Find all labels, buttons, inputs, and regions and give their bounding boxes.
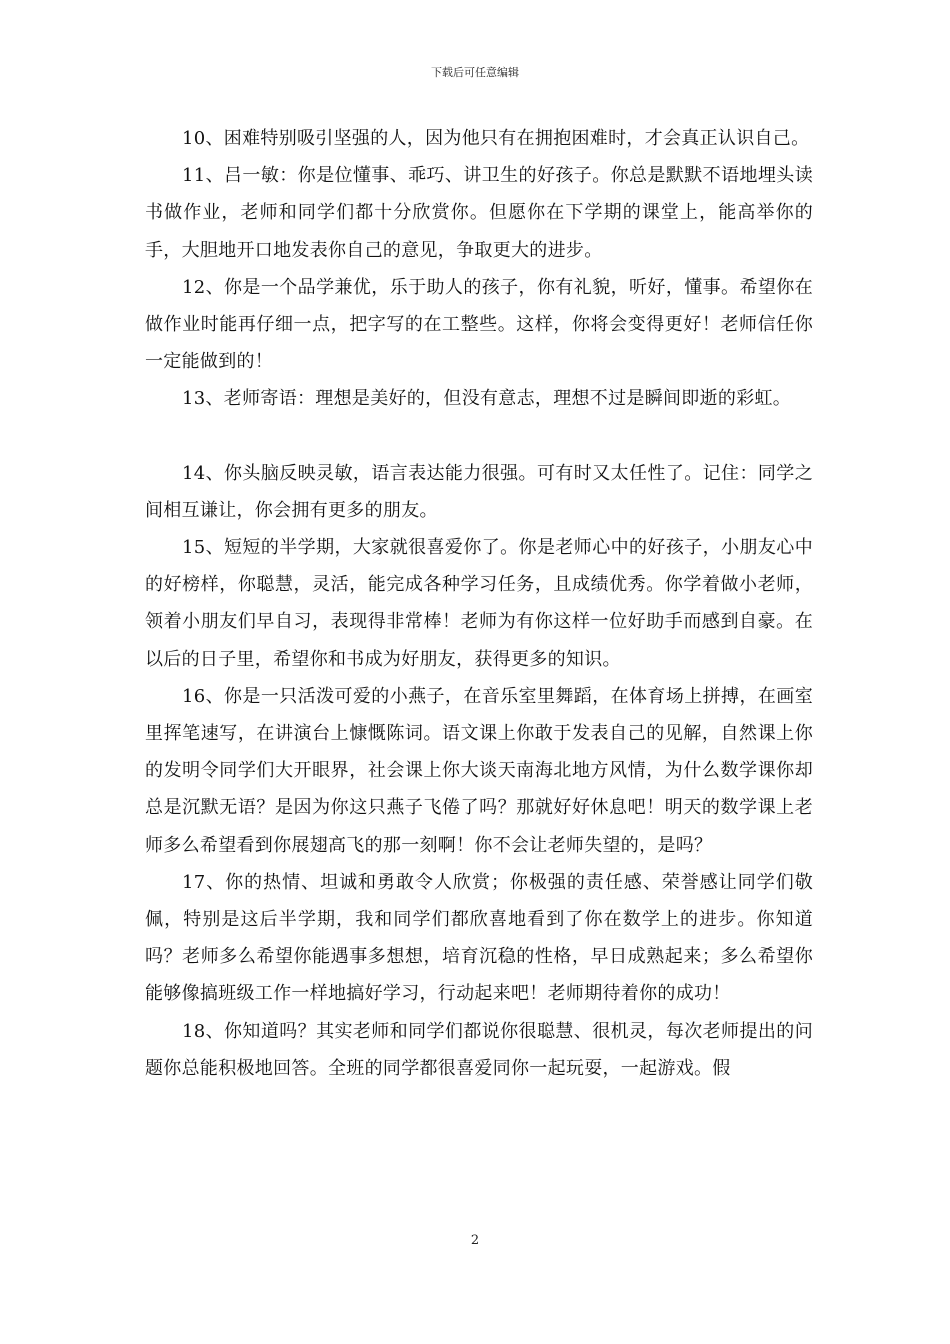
paragraph-11: 11、吕一敏：你是位懂事、乖巧、讲卫生的好孩子。你总是默默不语地埋头读书做作业，老师和同学们都十分欣赏你。但愿你在下学期的课堂上，能高举你的手，大胆地开口地发表你自己的意见，争取更大的进步。	[145, 165, 813, 261]
paragraph-12: 12、你是一个品学兼优，乐于助人的孩子，你有礼貌，听好，懂事。希望你在做作业时能再仔细一点，把字写的在工整些。这样，你将会变得更好！老师信任你一定能做到的！	[145, 276, 813, 373]
paragraph-10: 10、困难特别吸引坚强的人，因为他只有在拥抱困难时，才会真正认识自己。	[182, 128, 810, 149]
paragraph-18: 18、你知道吗？其实老师和同学们都说你很聪慧、很机灵，每次老师提出的问题你总能积极地回答。全班的同学都很喜爱同你一起玩耍，一起游戏。假	[145, 1020, 813, 1079]
paragraph-13: 13、老师寄语：理想是美好的，但没有意志，理想不过是瞬间即逝的彩虹。	[182, 388, 792, 410]
page-number: 2	[470, 1233, 480, 1248]
document-body	[145, 120, 813, 1087]
paragraph-17: 17、你的热情、坦诚和勇敢令人欣赏；你极强的责任感、荣誉感让同学们敬佩，特别是这后半学期，我和同学们都欣喜地看到了你在数学上的进步。你知道吗？老师多么希望你能遇事多想想，培育沉稳的性格，早日成熟起来；多么希望你能够像搞班级工作一样地搞好学习，行动起来吧！老师期待着你的成功！	[145, 871, 813, 1005]
paragraph-16: 16、你是一只活泼可爱的小燕子，在音乐室里舞蹈，在体育场上拼搏，在画室里挥笔速写，在讲演台上慷慨陈词。语文课上你敢于发表自己的见解，自然课上你的发明令同学们大开眼界，社会课上你大谈天南海北地方风情，为什么数学课你却总是沉默无语？是因为你这只燕子飞倦了吗？那就好好休息吧！明天的数学课上老师多么希望看到你展翅高飞的那一刻啊！你不会让老师失望的，是吗？	[145, 685, 813, 856]
paragraph-14: 14、你头脑反映灵敏，语言表达能力很强。可有时又太任性了。记住：同学之间相互谦让，你会拥有更多的朋友。	[145, 462, 813, 521]
paragraph-15: 15、短短的半学期，大家就很喜爱你了。你是老师心中的好孩子，小朋友心中的好榜样，你聪慧，灵活，能完成各种学习任务，且成绩优秀。你学着做小老师，领着小朋友们早自习，表现得非常棒！老师为有你这样一位好助手而感到自豪。在以后的日子里，希望你和书成为好朋友，获得更多的知识。	[145, 537, 813, 670]
page-header: 下载后可任意编辑	[431, 66, 519, 79]
